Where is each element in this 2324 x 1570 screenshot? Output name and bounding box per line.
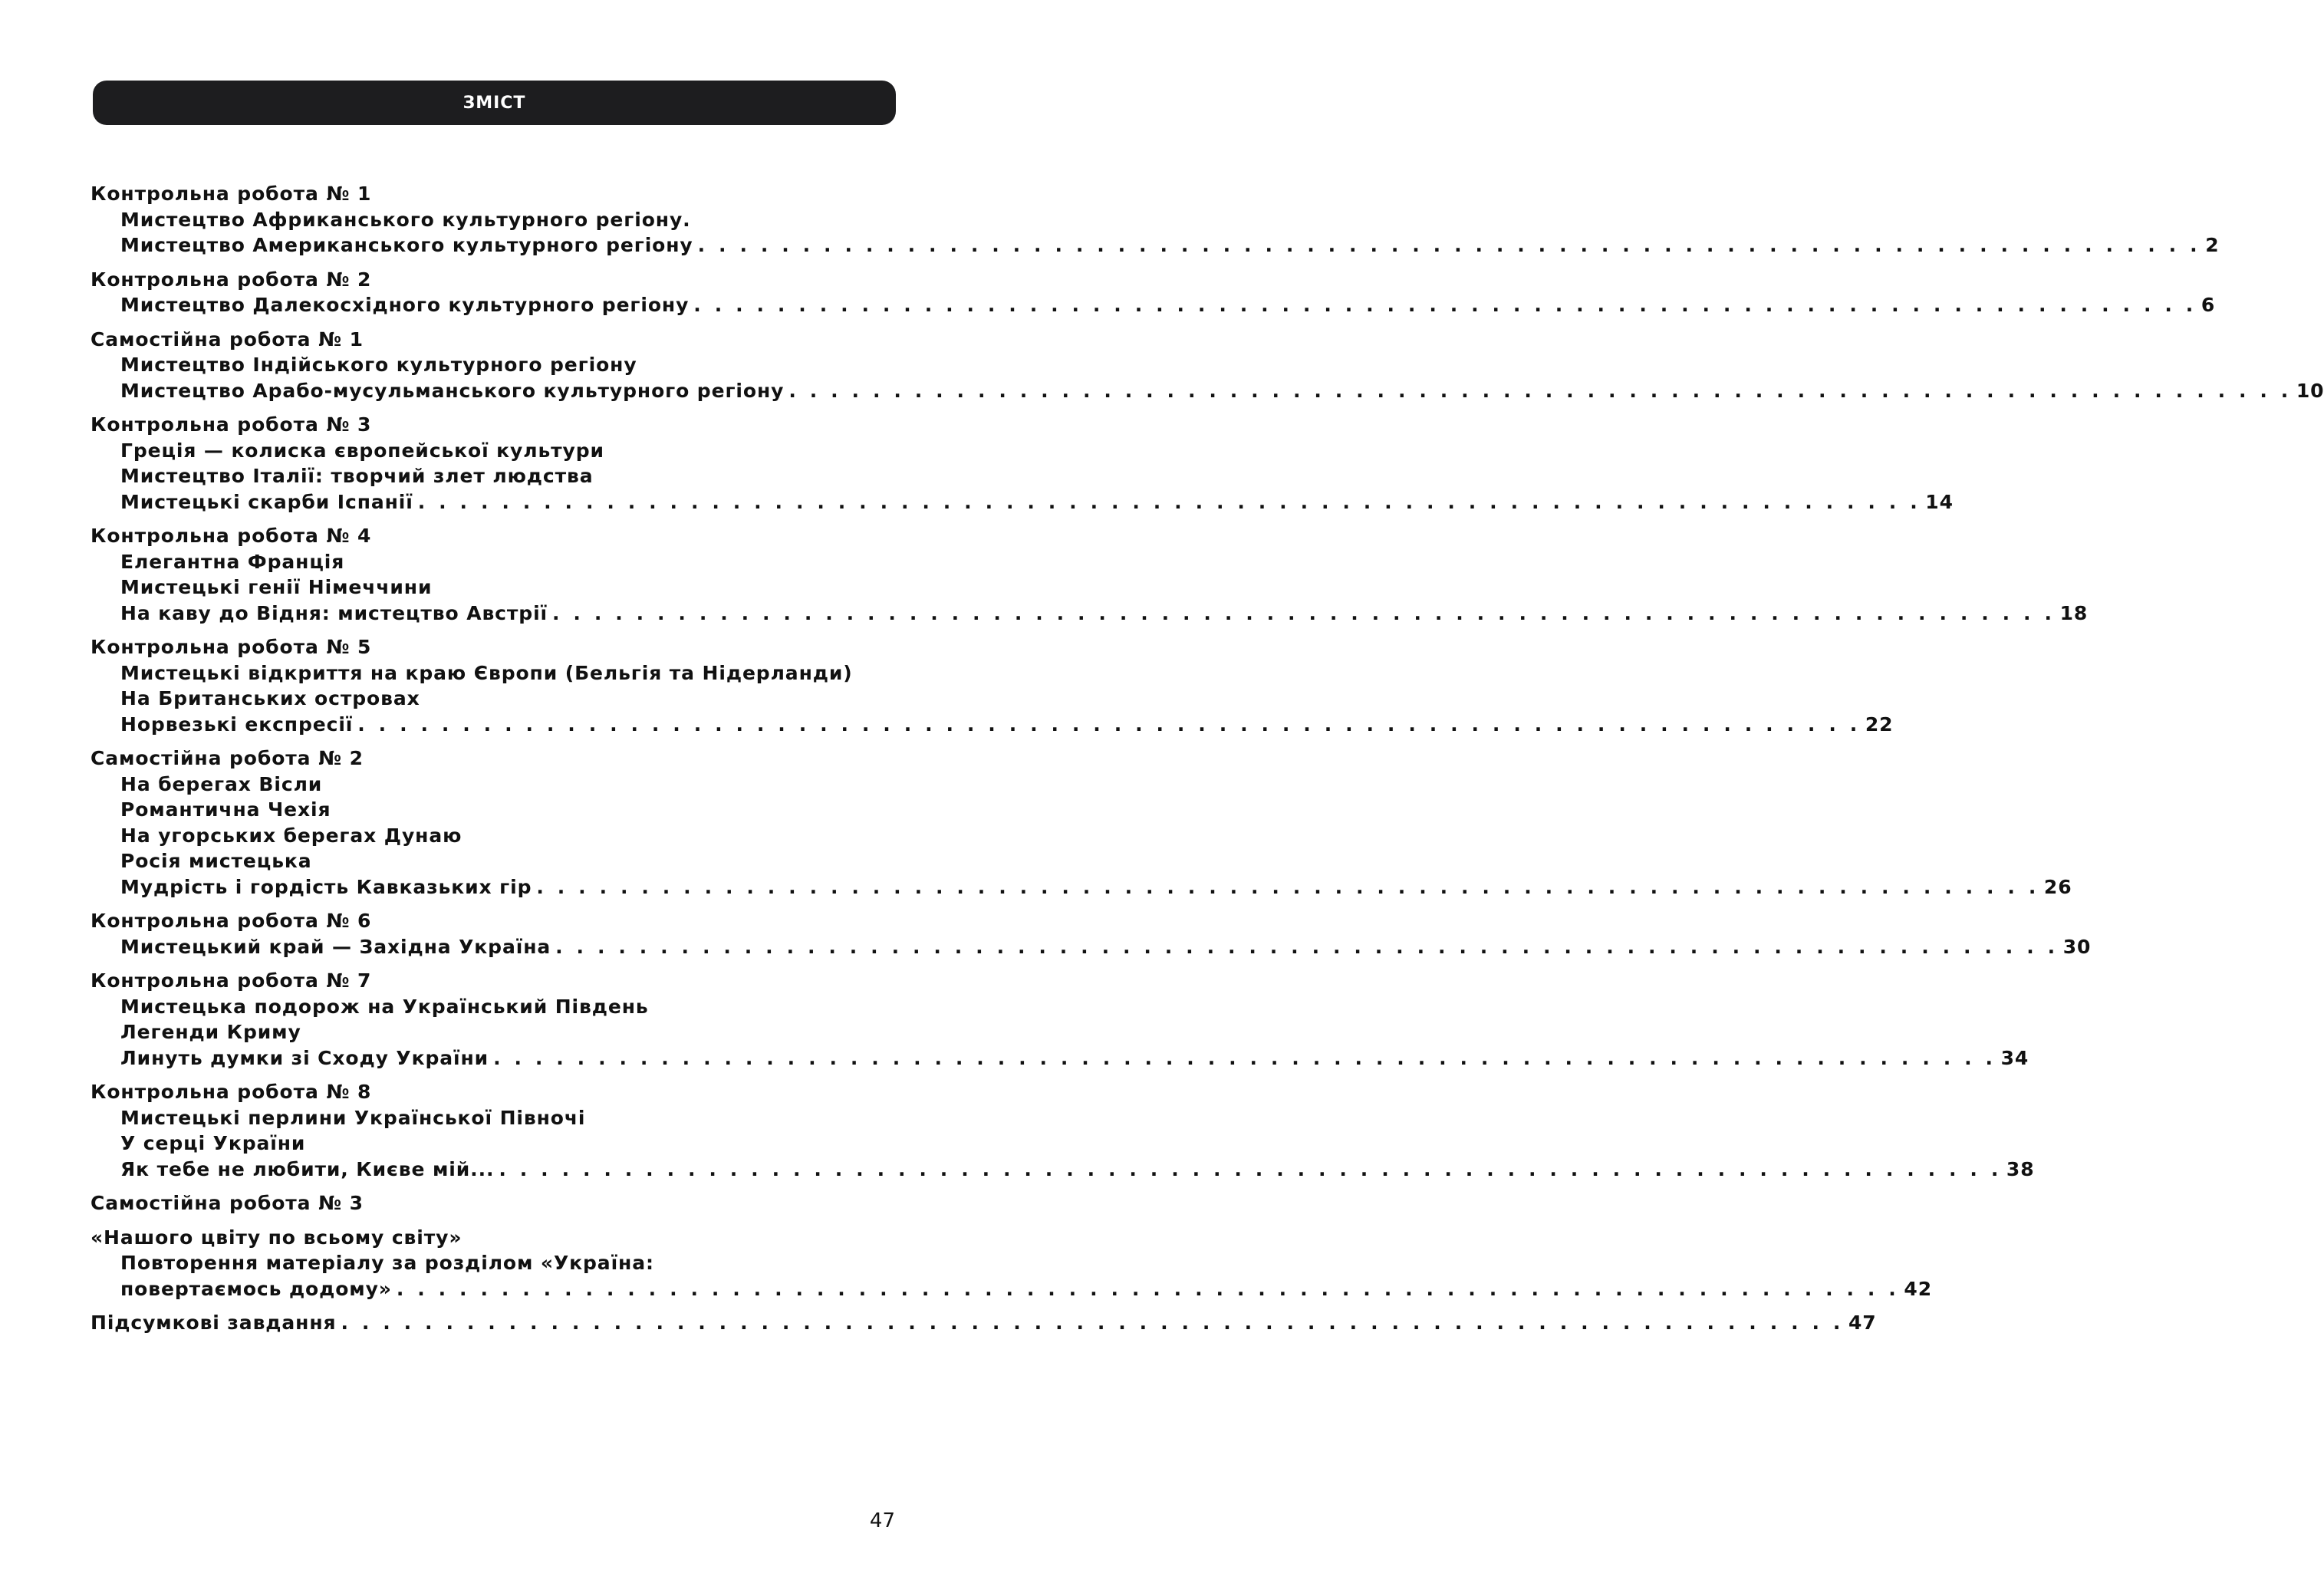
dot-leader: . . . . . . . . . . . . . . . . . . . . . . . . . . . . . . . . . . . . . . . . . . . . . . . . . . . . . . . . . . . . . . . . . . . . . . . . (555, 935, 2059, 958)
dot-leader: . . . . . . . . . . . . . . . . . . . . . . . . . . . . . . . . . . . . . . . . . . . . . . . . . . . . . . . . . . . . . . . . . . . . . . . . (788, 379, 2292, 402)
toc-heading-title: Контрольна робота № 6 (91, 910, 372, 932)
toc-entry-title: Мистецькі генії Німеччини (120, 576, 433, 598)
toc-heading-title: Самостійна робота № 3 (91, 1192, 364, 1214)
toc-section (91, 634, 1894, 737)
toc-section (91, 267, 2216, 318)
toc-section (91, 1225, 1932, 1302)
toc-entry-title: Мистецтво Індійського культурного регіону (120, 354, 637, 376)
toc-entry-page: 18 (2059, 601, 2089, 624)
toc-entry-title: Мистецтво Арабо-мусульманського культурного регіону (120, 379, 785, 402)
toc-entry-title: Мудрість і гордість Кавказьких гір (120, 875, 532, 898)
toc-entry-page: 26 (2043, 875, 2072, 898)
toc-entry (91, 574, 896, 601)
table-of-contents (91, 181, 2324, 1345)
toc-heading (91, 181, 896, 207)
toc-section (91, 746, 2072, 900)
toc-heading-title: Контрольна робота № 8 (91, 1081, 372, 1103)
dot-leader: . . . . . . . . . . . . . . . . . . . . . . . . . . . . . . . . . . . . . . . . . . . . . . . . . . . . . . . . . . . . . . . . . . . . . . . . (417, 490, 1921, 513)
toc-entry (91, 489, 1954, 515)
toc-entry-title: Греція — колиска європейської культури (120, 439, 604, 462)
toc-heading (91, 1190, 896, 1216)
toc-entry (91, 823, 896, 849)
toc-heading-title: Самостійна робота № 1 (91, 327, 364, 351)
toc-entry (91, 686, 896, 712)
toc-entry-title: Мистецька подорож на Український Південь (120, 995, 649, 1018)
header-bar (93, 81, 896, 125)
toc-heading-title: Контрольна робота № 4 (91, 525, 372, 547)
toc-heading-title: Контрольна робота № 5 (91, 636, 372, 658)
toc-entry (91, 874, 2072, 900)
toc-entry (91, 934, 2092, 960)
toc-entry (91, 463, 896, 489)
toc-section (91, 1079, 2035, 1182)
toc-heading-page: 47 (1848, 1312, 1877, 1334)
toc-section (91, 908, 2092, 959)
toc-entry (91, 1105, 896, 1131)
toc-heading-title: Контрольна робота № 1 (91, 183, 372, 205)
toc-heading-title: «Нашого цвіту по всьому світу» (91, 1226, 462, 1249)
toc-entry-title: повертаємось додому» (120, 1277, 392, 1300)
toc-heading-title: Контрольна робота № 3 (91, 413, 372, 436)
toc-entry (91, 772, 896, 798)
toc-heading (91, 746, 896, 772)
toc-entry (91, 848, 896, 874)
toc-entry-title: Норвезькі експресії (120, 713, 354, 736)
toc-entry-page: 2 (2205, 234, 2220, 256)
dot-leader: . . . . . . . . . . . . . . . . . . . . . . . . . . . . . . . . . . . . . . . . . . . . . . . . . . . . . . . . . . . . . . . . . . . . . . . . (499, 1157, 2002, 1180)
toc-entry-title: Мистецькі скарби Іспанії (120, 490, 413, 513)
toc-entry-title: Мистецтво Африканського культурного регіону. (120, 208, 691, 231)
toc-section (91, 412, 1954, 515)
toc-entry-title: Мистецькі перлини Української Півночі (120, 1106, 586, 1129)
dot-leader: . . . . . . . . . . . . . . . . . . . . . . . . . . . . . . . . . . . . . . . . . . . . . . . . . . . . . . . . . . . . . . . . . . . . . . . . (493, 1046, 1996, 1069)
toc-heading (91, 523, 896, 549)
toc-entry-title: Елегантна Франція (120, 550, 345, 573)
toc-entry (91, 712, 1894, 738)
toc-entry-page: 10 (2296, 379, 2324, 402)
toc-entry-title: Легенди Криму (120, 1021, 301, 1043)
toc-heading (91, 412, 896, 438)
toc-entry-page: 38 (2006, 1157, 2035, 1180)
toc-heading-title: Підсумкові завдання (91, 1312, 337, 1334)
toc-entry-title: На каву до Відня: мистецтво Австрії (120, 601, 548, 624)
toc-entry (91, 1045, 2029, 1071)
toc-section (91, 327, 2324, 404)
toc-entry-title: Як тебе не любити, Києве мій... (120, 1157, 495, 1180)
toc-entry (91, 1276, 1932, 1302)
toc-entry-title: На Британських островах (120, 687, 420, 709)
toc-entry (91, 232, 2220, 258)
toc-entry-title: Росія мистецька (120, 850, 312, 872)
dot-leader: . . . . . . . . . . . . . . . . . . . . . . . . . . . . . . . . . . . . . . . . . . . . . . . . . . . . . . . . . . . . . . . . . . . . . . . . (341, 1312, 1844, 1334)
toc-entry (91, 1250, 896, 1276)
toc-heading (91, 327, 896, 353)
toc-entry (91, 994, 896, 1020)
toc-heading-title: Самостійна робота № 2 (91, 747, 364, 769)
toc-entry-title: На берегах Вісли (120, 772, 323, 795)
toc-entry (91, 1157, 2035, 1183)
toc-entry-page: 34 (2000, 1046, 2029, 1069)
toc-entry-page: 30 (2062, 935, 2092, 958)
page-title: ЗМІСТ (462, 93, 526, 113)
dot-leader: . . . . . . . . . . . . . . . . . . . . . . . . . . . . . . . . . . . . . . . . . . . . . . . . . . . . . . . . . . . . . . . . . . . . . . . . (536, 875, 2039, 898)
toc-heading-title: Контрольна робота № 2 (91, 268, 372, 291)
toc-entry-title: Мистецтво Американського культурного регіону (120, 234, 693, 256)
dot-leader: . . . . . . . . . . . . . . . . . . . . . . . . . . . . . . . . . . . . . . . . . . . . . . . . . . . . . . . . . . . . . . . . . . . . . . . . (697, 234, 2201, 256)
toc-heading (91, 1079, 896, 1105)
dot-leader: . . . . . . . . . . . . . . . . . . . . . . . . . . . . . . . . . . . . . . . . . . . . . . . . . . . . . . . . . . . . . . . . . . . . . . . . (693, 294, 2197, 316)
toc-entry-page: 14 (1925, 490, 1954, 513)
toc-entry (91, 1019, 896, 1045)
toc-section (91, 1190, 896, 1216)
toc-entry-title: Мистецький край — Західна Україна (120, 935, 551, 958)
toc-entry (91, 601, 2089, 627)
toc-entry-page: 6 (2201, 294, 2216, 316)
toc-entry-title: У серці України (120, 1132, 306, 1154)
toc-entry (91, 207, 896, 233)
toc-heading (91, 1310, 1877, 1336)
toc-entry (91, 378, 2324, 404)
toc-section (91, 523, 2089, 626)
toc-entry (91, 352, 896, 378)
toc-heading (91, 634, 896, 660)
dot-leader: . . . . . . . . . . . . . . . . . . . . . . . . . . . . . . . . . . . . . . . . . . . . . . . . . . . . . . . . . . . . . . . . . . . . . . . . (552, 601, 2056, 624)
page-number: 47 (869, 1509, 895, 1532)
toc-entry-title: Мистецькі відкриття на краю Європи (Бельгія та Нідерланди) (120, 661, 853, 684)
toc-heading (91, 1225, 896, 1251)
dot-leader: . . . . . . . . . . . . . . . . . . . . . . . . . . . . . . . . . . . . . . . . . . . . . . . . . . . . . . . . . . . . . . . . . . . . . . . . (357, 713, 1861, 736)
toc-entry-title: Повторення матеріалу за розділом «Україна: (120, 1252, 654, 1274)
toc-entry (91, 292, 2216, 318)
toc-entry (91, 797, 896, 823)
toc-section (91, 968, 2029, 1071)
toc-entry (91, 1131, 896, 1157)
toc-heading (91, 968, 896, 994)
toc-section (91, 1310, 1877, 1336)
toc-entry-page: 42 (1904, 1277, 1932, 1300)
dot-leader: . . . . . . . . . . . . . . . . . . . . . . . . . . . . . . . . . . . . . . . . . . . . . . . . . . . . . . . . . . . . . . . . . . . . . . . . (396, 1277, 1900, 1300)
toc-heading-title: Контрольна робота № 7 (91, 969, 372, 992)
toc-entry-title: Линуть думки зі Сходу України (120, 1046, 489, 1069)
toc-section (91, 181, 2220, 258)
toc-entry-title: Романтична Чехія (120, 798, 331, 821)
toc-entry (91, 549, 896, 575)
toc-entry-title: Мистецтво Італії: творчий злет людства (120, 465, 594, 487)
toc-heading (91, 908, 896, 934)
toc-entry-title: На угорських берегах Дунаю (120, 824, 462, 847)
toc-entry (91, 438, 896, 464)
toc-heading (91, 267, 896, 293)
toc-entry-page: 22 (1865, 713, 1894, 736)
toc-entry-title: Мистецтво Далекосхідного культурного регіону (120, 294, 690, 316)
toc-entry (91, 660, 896, 686)
